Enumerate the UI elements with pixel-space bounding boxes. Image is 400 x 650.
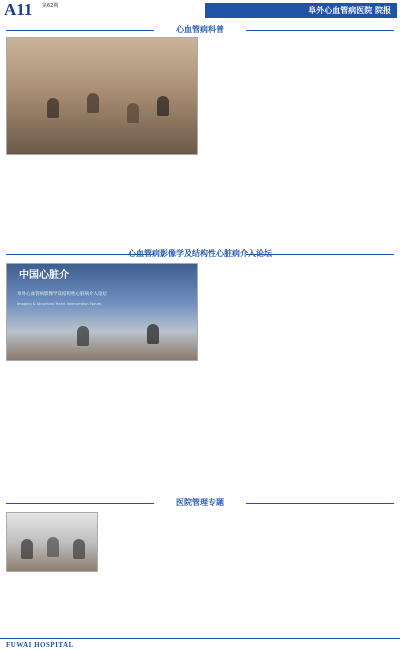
photo-lecture	[6, 37, 198, 155]
article-3-col-3	[204, 512, 298, 636]
forum-banner-english: Imaging & Structural Heart Intervention Forum	[17, 302, 102, 306]
article-1-col-2	[104, 158, 198, 242]
caption-2	[6, 363, 98, 411]
footer-hospital-name: FUWAI HOSPITAL	[6, 641, 74, 649]
section-title-2: 心血管病影像学及结构性心脏病介入论坛	[128, 249, 272, 258]
article-2-col-4	[302, 263, 394, 493]
article-1-col-4	[302, 37, 394, 242]
person-shape	[47, 537, 59, 557]
header-banner	[205, 3, 397, 18]
person-shape	[87, 93, 99, 113]
article-3-col-2	[104, 512, 198, 636]
forum-banner-title: 中国心脏介	[19, 270, 69, 281]
photo-meeting	[6, 512, 98, 572]
article-2-col-1	[6, 411, 98, 493]
caption-3	[6, 575, 98, 599]
forum-banner-subtitle: 阜外心血管病影像学及结构性心脏病介入论坛	[17, 292, 107, 297]
page-footer	[0, 638, 400, 650]
page-number: A11	[4, 0, 33, 19]
person-shape	[157, 96, 169, 116]
caption-1	[6, 158, 98, 200]
article-1-col-1	[6, 200, 98, 242]
person-shape	[77, 326, 89, 346]
photo-forum	[6, 263, 198, 361]
article-1-col-3	[204, 37, 298, 242]
article-3-col-4	[302, 512, 394, 636]
article-2-col-2	[104, 363, 198, 493]
person-shape	[127, 103, 139, 123]
section-title-1: 心血管病科普	[176, 25, 224, 34]
person-shape	[73, 539, 85, 559]
section-title-3: 医院管理专题	[176, 498, 224, 507]
article-2-col-3	[204, 263, 298, 493]
banner-title: 阜外心血管病医院 院报	[308, 6, 391, 15]
issue-info	[42, 3, 58, 9]
masthead	[0, 0, 400, 22]
person-shape	[47, 98, 59, 118]
person-shape	[21, 539, 33, 559]
person-shape	[147, 324, 159, 344]
issue-number: 第62期	[42, 3, 59, 9]
article-3-col-1	[6, 600, 98, 636]
